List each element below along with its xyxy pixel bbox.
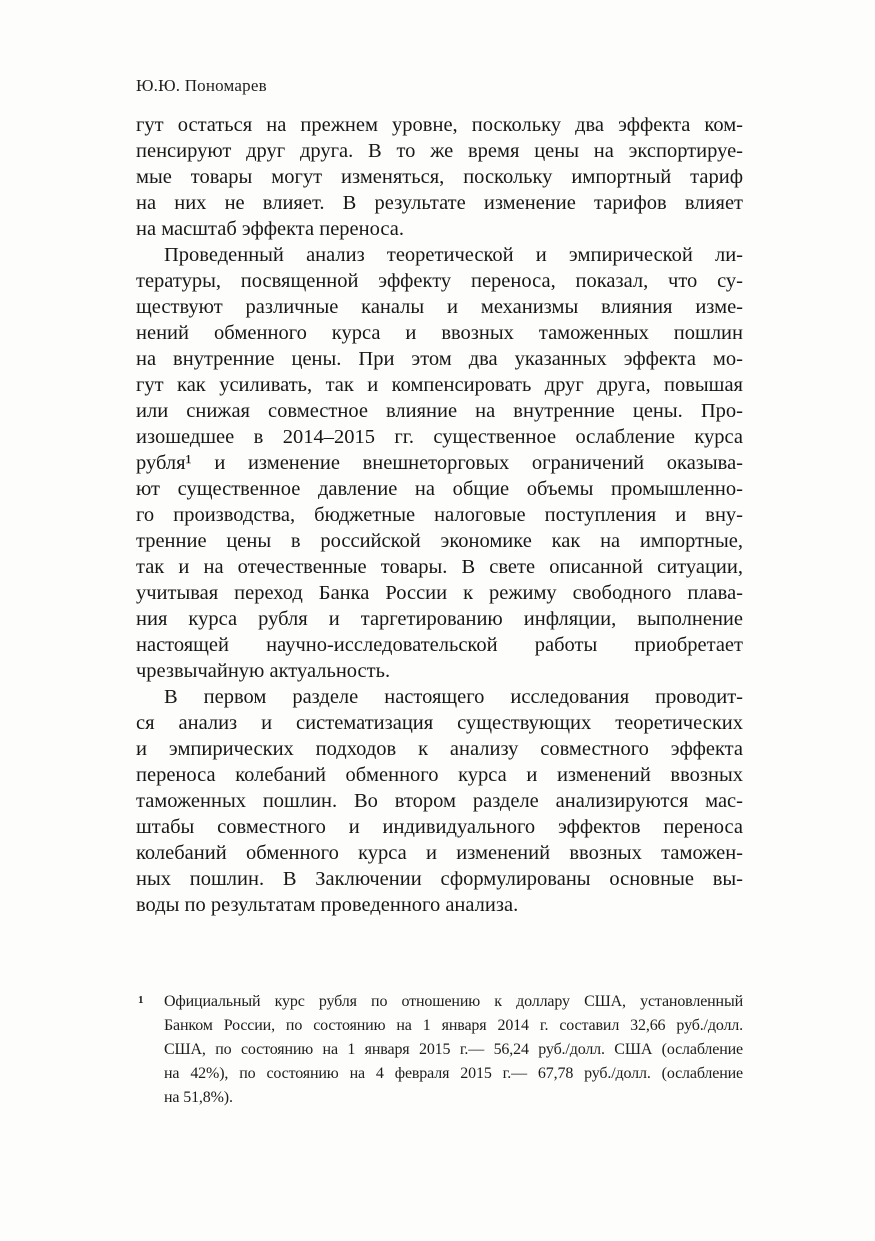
text-line: воды по результатам проведенного анализа. — [136, 894, 519, 916]
text-line: переноса колебаний обменного курса и изменений ввозных — [136, 764, 743, 786]
text-line: В первом разделе настоящего исследования проводит- — [164, 686, 743, 708]
text-line: учитывая переход Банка России к режиму свободного плава- — [136, 582, 743, 604]
text-line: го производства, бюджетные налоговые поступления и вну- — [136, 504, 743, 526]
text-line: штабы совместного и индивидуального эффектов переноса — [136, 816, 743, 838]
text-line: ных пошлин. В Заключении сформулированы основные вы- — [136, 868, 743, 890]
text-line: или снижая совместное влияние на внутренние цены. Про- — [136, 400, 743, 422]
text-line: на внутренние цены. При этом два указанных эффекта мо- — [136, 348, 743, 370]
text-line: чрезвычайную актуальность. — [136, 660, 391, 682]
text-line: ся анализ и систематизация существующих теоретических — [136, 712, 743, 734]
text-line: тренние цены в российской экономике как на импортные, — [136, 530, 743, 552]
footnote-line: на 51,8%). — [164, 1089, 233, 1106]
text-line: Проведенный анализ теоретической и эмпирической ли- — [164, 244, 743, 266]
text-line: так и на отечественные товары. В свете описанной ситуации, — [136, 556, 743, 578]
footnote-marker: 1 — [138, 994, 144, 1006]
text-line: колебаний обменного курса и изменений ввозных таможен- — [136, 842, 743, 864]
text-line: мые товары могут изменяться, поскольку импортный тариф — [136, 166, 743, 188]
footnote-text — [136, 990, 743, 1110]
footnote-line: США, по состоянию на 1 января 2015 г.— 56,24 руб./долл. США (ослабление — [164, 1041, 743, 1058]
footnote — [136, 990, 743, 1110]
paragraph-2 — [136, 242, 743, 684]
text-line: пенсируют друг друга. В то же время цены на экспортируе- — [136, 140, 743, 162]
text-line: тературы, посвященной эффекту переноса, показал, что су- — [136, 270, 743, 292]
text-line: нений обменного курса и ввозных таможенных пошлин — [136, 322, 743, 344]
text-line: рубля¹ и изменение внешнеторговых ограничений оказыва- — [136, 452, 743, 474]
text-line: настоящей научно-исследовательской работы приобретает — [136, 634, 743, 656]
text-line: ния курса рубля и таргетированию инфляции, выполнение — [136, 608, 743, 630]
paragraph-3 — [136, 684, 743, 918]
footnote-line: Банком России, по состоянию на 1 января 2014 г. составил 32,66 руб./долл. — [164, 1017, 743, 1034]
text-line: и эмпирических подходов к анализу совместного эффекта — [136, 738, 743, 760]
text-line: ют существенное давление на общие объемы промышленно- — [136, 478, 743, 500]
text-line: гут остаться на прежнем уровне, поскольку два эффекта ком- — [136, 114, 743, 136]
footnote-line: Официальный курс рубля по отношению к доллару США, установленный — [164, 993, 743, 1010]
body-text — [136, 112, 743, 918]
text-line: гут как усиливать, так и компенсировать друг друга, повышая — [136, 374, 743, 396]
footnote-line: на 42%), по состоянию на 4 февраля 2015 г.— 67,78 руб./долл. (ослабление — [164, 1065, 743, 1082]
text-line: на масштаб эффекта переноса. — [136, 218, 404, 240]
text-line: изошедшее в 2014–2015 гг. существенное ослабление курса — [136, 426, 743, 448]
text-line: на них не влияет. В результате изменение тарифов влияет — [136, 192, 743, 214]
text-line: таможенных пошлин. Во втором разделе анализируются мас- — [136, 790, 743, 812]
text-line: ществуют различные каналы и механизмы влияния изме- — [136, 296, 743, 318]
running-header: Ю.Ю. Пономарев — [136, 76, 267, 95]
paragraph-1 — [136, 112, 743, 242]
